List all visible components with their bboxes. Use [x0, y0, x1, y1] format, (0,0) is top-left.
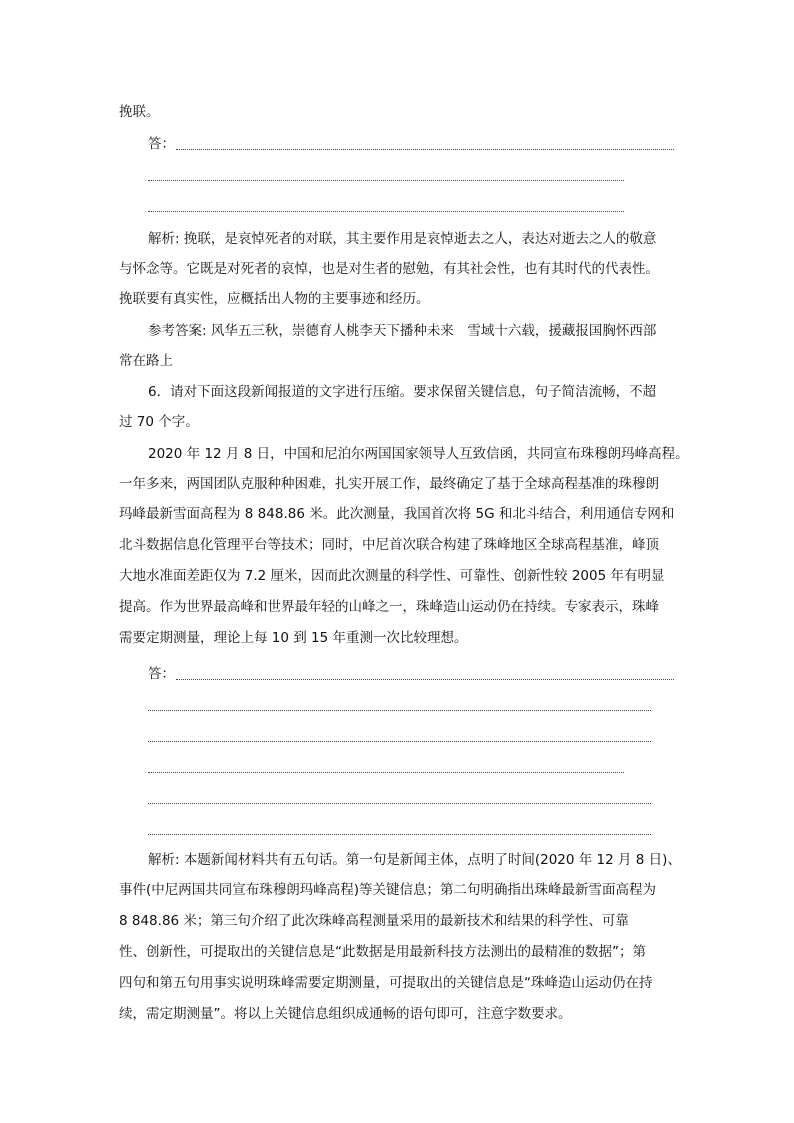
passage-line: 玛峰最新雪面高程为 8 848.86 米。此次测量，我国首次将 5G 和北斗结合，利用通信专网和	[119, 506, 675, 522]
passage-line: 2020 年 12 月 8 日，中国和尼泊尔两国国家领导人互致信函，共同宣布珠穆朗玛峰高程。	[148, 446, 689, 462]
answer-label: 答：	[148, 666, 175, 682]
answer-line[interactable]	[148, 803, 651, 804]
passage-line: 大地水准面差距仅为 7.2 厘米，因而此次测量的科学性、可靠性、创新性较 2005 年有明显	[119, 568, 665, 584]
analysis-line: 挽联要有真实性，应概括出人物的主要事迹和经历。	[119, 291, 430, 307]
fragment-text: 挽联。	[119, 104, 160, 120]
answer-line[interactable]	[176, 149, 674, 150]
analysis-line: 8 848.86 米；第三句介绍了此次珠峰高程测量采用的最新技术和结果的科学性、可靠	[119, 913, 629, 929]
analysis-line: 解析: 本题新闻材料共有五句话。第一句是新闻主体，点明了时间(2020 年 12 月 8 日)、	[148, 852, 681, 868]
answer-line[interactable]	[148, 741, 651, 742]
answer-line[interactable]	[148, 834, 651, 835]
passage-line: 北斗数据信息化管理平台等技术；同时，中尼首次联合构建了珠峰地区全球高程基准，峰顶	[119, 537, 659, 553]
analysis-line: 事件(中尼两国共同宣布珠穆朗玛峰高程)等关键信息；第二句明确指出珠峰最新雪面高程为	[119, 882, 657, 898]
reference-answer-line: 常在路上	[119, 353, 173, 369]
answer-line[interactable]	[148, 180, 624, 181]
analysis-line: 与怀念等。它既是对死者的哀悼，也是对生者的慰勉，有其社会性，也有其时代的代表性。	[119, 261, 659, 277]
question-prompt: 6．请对下面这段新闻报道的文字进行压缩。要求保留关键信息，句子简洁流畅，不超	[148, 384, 657, 400]
analysis-line: 四句和第五句用事实说明珠峰需要定期测量，可提取出的关键信息是“珠峰造山运动仍在持	[119, 975, 653, 991]
reference-answer-line: 参考答案: 风华五三秋，崇德育人桃李天下播种未来 雪域十六载，援藏报国胸怀西部	[148, 323, 657, 339]
passage-line: 一年多来，两国团队克服种种困难，扎实开展工作，最终确定了基于全球高程基准的珠穆朗	[119, 476, 659, 492]
passage-line: 提高。作为世界最高峰和世界最年轻的山峰之一，珠峰造山运动仍在持续。专家表示，珠峰	[119, 599, 659, 615]
analysis-line: 性、创新性，可提取出的关键信息是“此数据是用最新科技方法测出的最精准的数据”；第	[119, 944, 646, 960]
analysis-line: 解析: 挽联，是哀悼死者的对联，其主要作用是哀悼逝去之人，表达对逝去之人的敬意	[148, 231, 657, 247]
answer-line[interactable]	[148, 772, 624, 773]
question-prompt: 过 70 个字。	[119, 414, 199, 430]
analysis-line: 续，需定期测量”。将以上关键信息组织成通畅的语句即可，注意字数要求。	[119, 1006, 572, 1022]
answer-line[interactable]	[148, 710, 651, 711]
answer-line[interactable]	[148, 211, 624, 212]
answer-line[interactable]	[176, 679, 674, 680]
passage-line: 需要定期测量，理论上每 10 到 15 年重测一次比较理想。	[119, 630, 468, 646]
answer-label: 答：	[148, 136, 175, 152]
